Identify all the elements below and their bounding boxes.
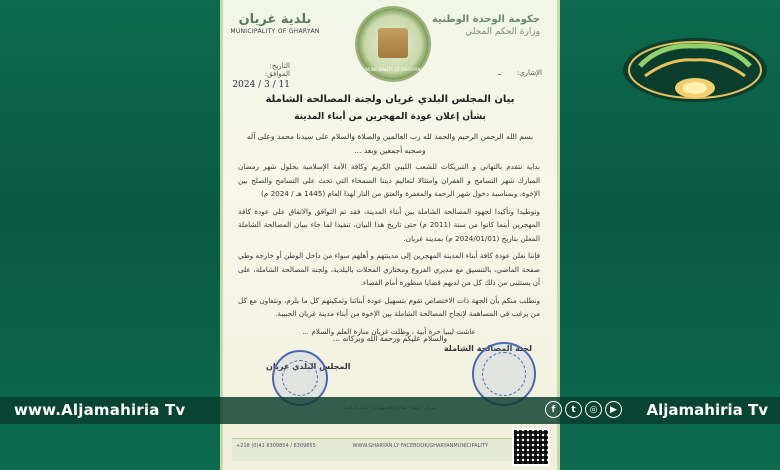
statement-body [238,160,540,342]
body-paragraph: بداية نتقدم بالتهاني و التبريكات للشعب الليبي الكريم وكافة الأمة الإسلامية بحلول شهر رمضان المبارك شهر التسامح و الغفران وامتثالا لتعاليم ديننا السمحاء التي تحث على التسامح والصلح بين الإخوة، وبمناسبة دخول شهر الرحمة والمغفرة والعتق من النار لهذا العام (1445 هـ / 2024 م) [238,162,540,198]
date-block [230,62,290,90]
twitter-icon[interactable]: t [565,401,582,418]
header-municipality [230,12,320,35]
body-paragraph: عاشت ليبيا حرة أبية ، وظلت غريان منارة العلم والسلام ... [302,326,476,336]
footer-bar [232,438,548,461]
footer-phone: +218 (0)41 6309854 / 6309855 [236,443,316,449]
social-icons [545,401,622,418]
municipality-english: MUNICIPALITY OF GHARYAN [230,28,320,35]
ref-right-value: ـ [498,68,501,77]
seal-text: MUNICIPALITY OF GHARYAN [365,67,421,72]
brand-name: Aljamahiria Tv [646,401,768,419]
govt-line-1: حكومة الوحدة الوطنية [432,14,540,25]
header-government [432,14,540,37]
ref-right-label: الإشاري: [516,69,542,77]
body-paragraph: فإننا نعلن عودة كافة أبناء المدينة المهجرين إلى مدينتهم و أهلهم سواء من داخل الوطن أو خارجه وطي صفحة الماضي، بالتنسيق مع مديري الفروع ومختاري المحلات بالبلدية، ولجنة المصالحة الشاملة، على أن يستثنى من ذلك كل من لديهم قضايا منظورة أمام القضاء. [238,251,540,287]
municipality-arabic: بلدية غريان [238,12,312,27]
instagram-icon[interactable]: ◎ [585,401,602,418]
basmala: بسم الله الرحمن الرحيم والحمد لله رب العالمين والصلاة والسلام على سيدنا محمد وعلى آله وصحبه أجمعين وبعد ... [246,132,534,155]
aljamahiria-logo [620,36,770,104]
closing-greeting: والسلام عليكم ورحمة الله وبركاته ... [332,334,448,343]
facebook-icon[interactable]: f [545,401,562,418]
statement-title: بيان المجلس البلدي غريان ولجنة المصالحة الشاملة [265,94,515,105]
footer-web: WWW.GHARYAN.LY FACEBOOK/GHARYANMUNICIPALITY [352,443,488,449]
brand-url: www.Aljamahiria Tv [14,401,186,419]
body-paragraph: وتوطيدا وتأكيدا لجهود المصالحة الشاملة بين أبناء المدينة، فقد تم التوافق والاتفاق على عودة كافة المهجرين أينما كانوا من سنة (2011 م) حتى تاريخ هذا البيان، تنفيذا لما جاء ببيان المصالحة الشاملة المعلن بتاريخ (2024/01/01 م) بمدينة غريان. [238,206,540,243]
municipality-seal [357,8,429,80]
statement-subtitle: بشأن إعلان عودة المهجرين من أبناء المدينة [294,112,486,122]
date-value: 2024 / 3 / 11 [232,80,290,90]
qr-code [512,428,550,466]
youtube-icon[interactable]: ▶ [605,401,622,418]
seal-building-icon [378,28,408,58]
signature-reconciliation-committee: لجنة المصالحة الشاملة [443,344,532,353]
govt-line-2: وزارة الحكم المحلي [465,27,540,37]
reference-block [498,68,542,77]
signature-municipal-council: المجلس البلدي غريان [266,362,351,371]
ref-label: الموافق: [264,70,290,78]
body-paragraph: ونطلب منكم بأن الجهة ذات الاختصاص تقوم بتسهيل عودة أبنائنا وتمكينهم كل ما يلزم، ونتعاون مع كل من يرغب في المساهمة لإنجاح المصالحة الشاملة بين الإخوة من أبناء مدينة غريان الحبيبة. [238,295,540,318]
date-label: التاريخ: [269,62,290,70]
